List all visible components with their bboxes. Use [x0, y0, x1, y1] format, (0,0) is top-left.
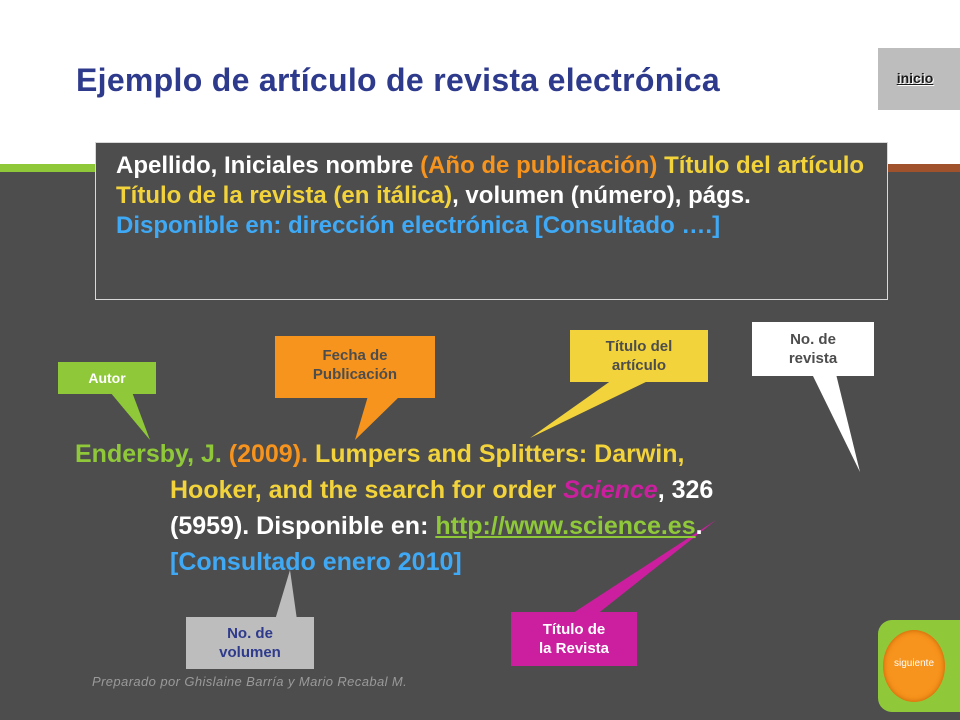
- citation-line-2: [75, 472, 883, 508]
- no-volumen-line-1: No. de: [227, 625, 273, 642]
- citation-example: [75, 436, 883, 580]
- citation-period: .: [695, 512, 703, 540]
- fecha-publicacion-tag: [275, 336, 435, 398]
- titulo-articulo-line-1: Título del: [605, 338, 673, 355]
- citation-line-4: [75, 544, 883, 580]
- titulo-revista-line-1: Título de: [542, 621, 606, 638]
- titulo-articulo-tag: [570, 330, 708, 382]
- titulo-articulo-pointer: [530, 380, 650, 438]
- citation-line-3: [75, 508, 883, 544]
- autor-pointer: [110, 392, 150, 440]
- format-year: (Año de publicación): [420, 152, 658, 179]
- fecha-tag-line-1: Fecha de: [322, 347, 388, 364]
- siguiente-button[interactable]: [878, 620, 960, 712]
- format-journal: Título de la revista (en itálica): [116, 182, 453, 209]
- format-volume: , volumen (número), págs.: [452, 182, 751, 209]
- titulo-articulo-line-2: artículo: [611, 357, 667, 374]
- citation-author: Endersby, J.: [75, 440, 229, 468]
- no-volumen-tag: [186, 617, 314, 669]
- citation-url-link[interactable]: http://www.science.es: [435, 512, 696, 540]
- titulo-revista-line-2: la Revista: [538, 640, 610, 657]
- siguiente-circle-icon[interactable]: [883, 630, 945, 702]
- citation-year: (2009).: [228, 440, 315, 468]
- inicio-label: inicio: [896, 70, 934, 86]
- citation-consulted: [Consultado enero 2010]: [170, 548, 462, 576]
- citation-article-title-2: Hooker, and the search for order: [170, 476, 564, 504]
- no-revista-line-1: No. de: [790, 331, 836, 348]
- citation-issue: (5959).: [170, 512, 257, 540]
- fecha-pointer: [355, 396, 400, 440]
- format-article-title: Título del artículo: [664, 152, 865, 179]
- titulo-revista-tag: [511, 612, 637, 666]
- slide-title: Ejemplo de artículo de revista electrónica: [76, 62, 720, 98]
- format-available: Disponible en: dirección electrónica [Consultado ….]: [116, 212, 721, 239]
- no-revista-line-2: revista: [788, 350, 838, 367]
- footer-credit: Preparado por Ghislaine Barría y Mario Recabal M.: [92, 674, 408, 689]
- no-revista-tag: [752, 322, 874, 376]
- citation-available: Disponible en:: [256, 512, 436, 540]
- fecha-tag-line-2: Publicación: [312, 366, 398, 383]
- citation-journal: Science: [563, 476, 658, 504]
- siguiente-label: siguiente: [893, 658, 935, 669]
- autor-tag: Autor: [58, 362, 156, 394]
- citation-line-1: [75, 436, 883, 472]
- citation-article-title-1: Lumpers and Splitters: Darwin,: [314, 440, 685, 468]
- format-author: Apellido, Iniciales nombre: [116, 152, 421, 179]
- no-volumen-line-2: volumen: [219, 644, 281, 661]
- citation-volume: , 326: [657, 476, 714, 504]
